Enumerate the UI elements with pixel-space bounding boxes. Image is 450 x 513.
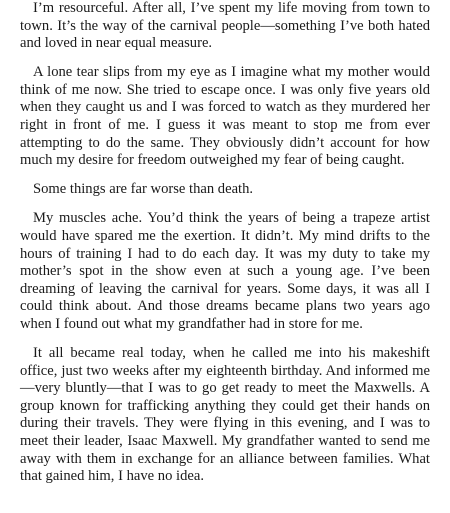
paragraph-1: I’m resourceful. After all, I’ve spent my life moving from town to town. It’s the way of the carnival people—something I’ve both hated and loved in near equal measure.	[20, 0, 430, 52]
paragraph-4: My muscles ache. You’d think the years of being a trapeze artist would have spared me the exertion. It didn’t. My mind drifts to the hours of training I had to do each day. It was my duty to take my mother’s spot in the show even at such a young age. I’ve been dreaming of leaving the carnival for years. Some days, it was all I could think about. And those dreams became plans two years ago when I found out what my grandfather had in store for me.	[20, 210, 430, 332]
paragraph-5: It all became real today, when he called me into his makeshift office, just two weeks after my eighteenth birthday. And informed me—very bluntly—that I was to go get ready to meet the Maxwells. A group known for trafficking anything they could get their hands on during their travels. They were flying in this evening, and I was to meet their leader, Isaac Maxwell. My grandfather wanted to send me away with them in exchange for an alliance between families. What that gained him, I have no idea.	[20, 345, 430, 485]
paragraph-2: A lone tear slips from my eye as I imagine what my mother would think of me now. She tried to escape once. I was only five years old when they caught us and I was forced to watch as they murdered her right in front of me. I guess it was meant to stop me from ever attempting to do the same. They obviously didn’t account for how much my desire for freedom outweighed my fear of being caught.	[20, 64, 430, 169]
document-page	[20, 0, 430, 497]
paragraph-3: Some things are far worse than death.	[33, 181, 254, 198]
